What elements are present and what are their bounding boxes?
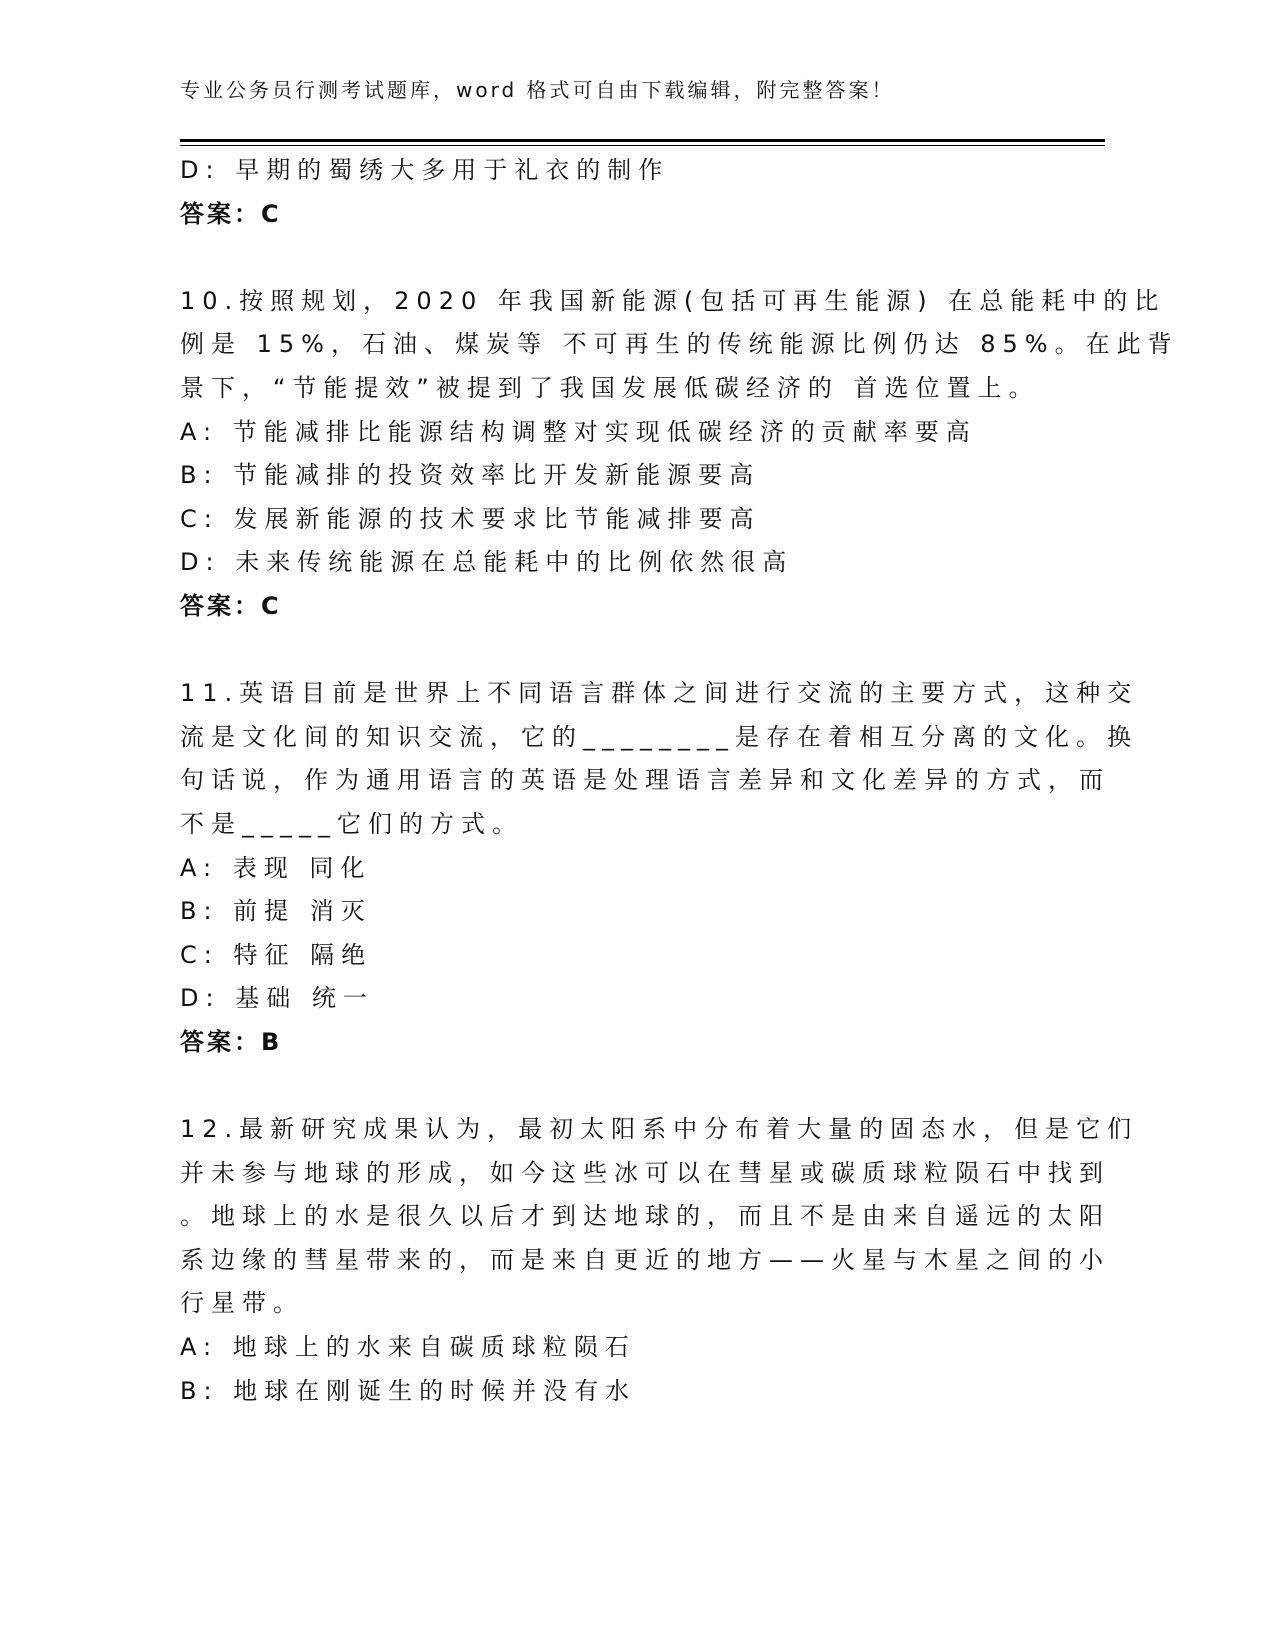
answer: 答案：C <box>180 199 282 228</box>
question-stem-line: 10.按照规划，2020 年我国新能源(包括可再生能源) 在总能耗中的比 <box>180 286 1166 315</box>
question-stem-line: 景下，“节能提效”被提到了我国发展低碳经济的 首选位置上。 <box>180 373 1040 402</box>
question-stem-line: 行星带。 <box>180 1289 304 1318</box>
document-body <box>180 149 1179 1413</box>
option-c: C: 发展新能源的技术要求比节能减排要高 <box>180 504 761 533</box>
page-header: 专业公务员行测考试题库，word 格式可自由下载编辑，附完整答案！ <box>180 78 895 102</box>
question-stem-line: 。地球上的水是很久以后才到达地球的，而且不是由来自遥远的太阳 <box>180 1202 1110 1231</box>
spacer <box>180 629 1060 673</box>
question-stem-line: 并未参与地球的形成，如今这些冰可以在彗星或碳质球粒陨石中找到 <box>180 1158 1110 1187</box>
option-b: B: 前提 消灭 <box>180 897 372 926</box>
option-d: D: 基础 统一 <box>180 984 374 1013</box>
option-a: A: 地球上的水来自碳质球粒陨石 <box>180 1333 636 1362</box>
question-stem-line: 句话说，作为通用语言的英语是处理语言差异和文化差异的方式，而 <box>180 766 1110 795</box>
option-a: A: 表现 同化 <box>180 853 372 882</box>
question-stem-line: 11.英语目前是世界上不同语言群体之间进行交流的主要方式，这种交 <box>180 679 1139 708</box>
header-rule-thin <box>180 145 1105 146</box>
option-b: B: 地球在刚诞生的时候并没有水 <box>180 1376 637 1405</box>
option-d: D: 未来传统能源在总能耗中的比例依然很高 <box>180 548 794 577</box>
spacer <box>180 1064 1060 1108</box>
spacer <box>180 236 1060 280</box>
option-d: D: 早期的蜀绣大多用于礼衣的制作 <box>180 156 670 184</box>
question-stem-line: 不是_____它们的方式。 <box>180 809 523 838</box>
question-stem-line: 例是 15%，石油、煤炭等 不可再生的传统能源比例仍达 85%。在此背 <box>180 330 1179 359</box>
option-c: C: 特征 隔绝 <box>180 940 373 969</box>
answer: 答案：B <box>180 1027 283 1056</box>
question-stem-line: 12.最新研究成果认为，最初太阳系中分布着大量的固态水，但是它们 <box>180 1115 1139 1144</box>
question-stem-line: 流是文化间的知识交流，它的________是存在着相互分离的文化。换 <box>180 722 1138 751</box>
option-a: A: 节能减排比能源结构调整对实现低碳经济的贡献率要高 <box>180 417 977 446</box>
answer: 答案：C <box>180 591 282 620</box>
header-rule-thick <box>180 139 1105 142</box>
option-b: B: 节能减排的投资效率比开发新能源要高 <box>180 461 761 490</box>
question-stem-line: 系边缘的彗星带来的，而是来自更近的地方——火星与木星之间的小 <box>180 1245 1110 1274</box>
